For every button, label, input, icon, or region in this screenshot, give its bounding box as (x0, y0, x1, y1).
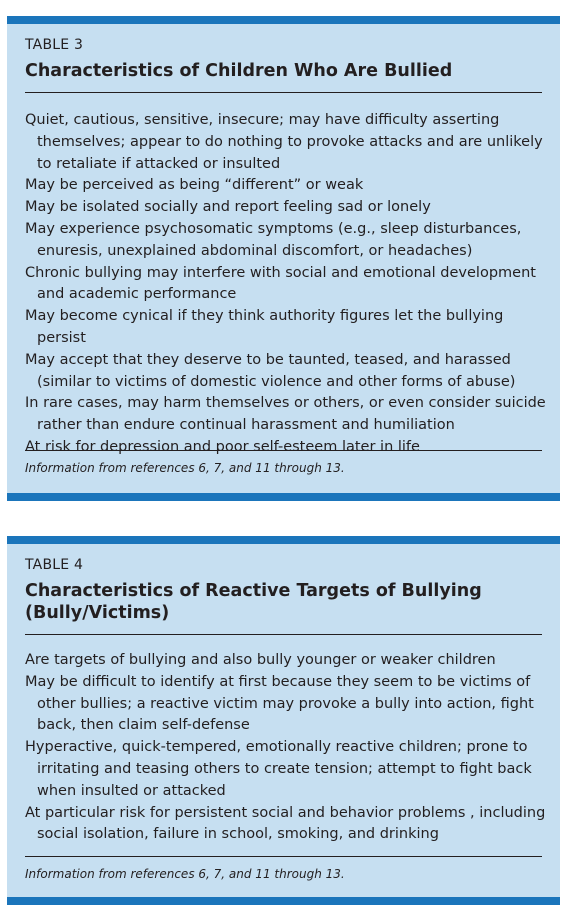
list-item: Quiet, cautious, sensitive, insecure; may have difficulty asserting themselves; appear to do nothing to provoke attacks and are unlikely to retaliate if attacked or insulted (25, 112, 543, 172)
list-item: At particular risk for persistent social and behavior problems , including social isolation, failure in school, smoking, and drinking (25, 804, 546, 843)
table-3-source-note: Information from references 6, 7, and 11 through 13. (25, 461, 345, 475)
table-3-list (25, 110, 546, 459)
list-item: May experience psychosomatic symptoms (e.g., sleep disturbances, enuresis, unexplained abdominal discomfort, or headaches) (25, 220, 522, 259)
list-item: May accept that they deserve to be taunted, teased, and harassed (similar to victims of domestic violence and other forms of abuse) (25, 351, 516, 390)
list-item: May be perceived as being “different” or weak (25, 177, 364, 194)
table-3-bottom-rule (25, 450, 542, 451)
list-item: May become cynical if they think authority figures let the bullying persist (25, 308, 504, 346)
table-4-bottom-rule (25, 856, 542, 857)
table-3-title: Characteristics of Children Who Are Bullied (25, 61, 453, 81)
table-3-label: TABLE 3 (25, 37, 84, 53)
list-item: Chronic bullying may interfere with social and emotional development and academic performance (25, 264, 536, 303)
table-4-source-note: Information from references 6, 7, and 11 through 13. (25, 867, 345, 881)
table-3-top-rule (25, 92, 542, 93)
table-4-label: TABLE 4 (25, 557, 84, 573)
table-3-box (7, 16, 560, 501)
list-item: May be isolated socially and report feeling sad or lonely (25, 199, 431, 216)
table-4-box (7, 536, 560, 905)
list-item: May be difficult to identify at first because they seem to be victims of other bullies; a reactive victim may provoke a bully into action, fight back, then claim self-defense (25, 673, 534, 734)
table-4-title-line-1: Characteristics of Reactive Targets of Bullying (25, 581, 482, 601)
list-item: In rare cases, may harm themselves or others, or even consider suicide rather than endure continual harassment and humiliation (25, 395, 546, 434)
table-4-title-line-2: (Bully/Victims) (25, 603, 170, 623)
table-4-title (25, 580, 482, 624)
list-item: At risk for depression and poor self-esteem later in life (25, 438, 420, 455)
list-item: Hyperactive, quick-tempered, emotionally reactive children; prone to irritating and teasing others to create tension; attempt to fight back when insulted or attacked (25, 739, 532, 799)
table-4-list (25, 650, 546, 846)
list-item: Are targets of bullying and also bully younger or weaker children (25, 652, 496, 668)
table-4-top-rule (25, 634, 542, 635)
